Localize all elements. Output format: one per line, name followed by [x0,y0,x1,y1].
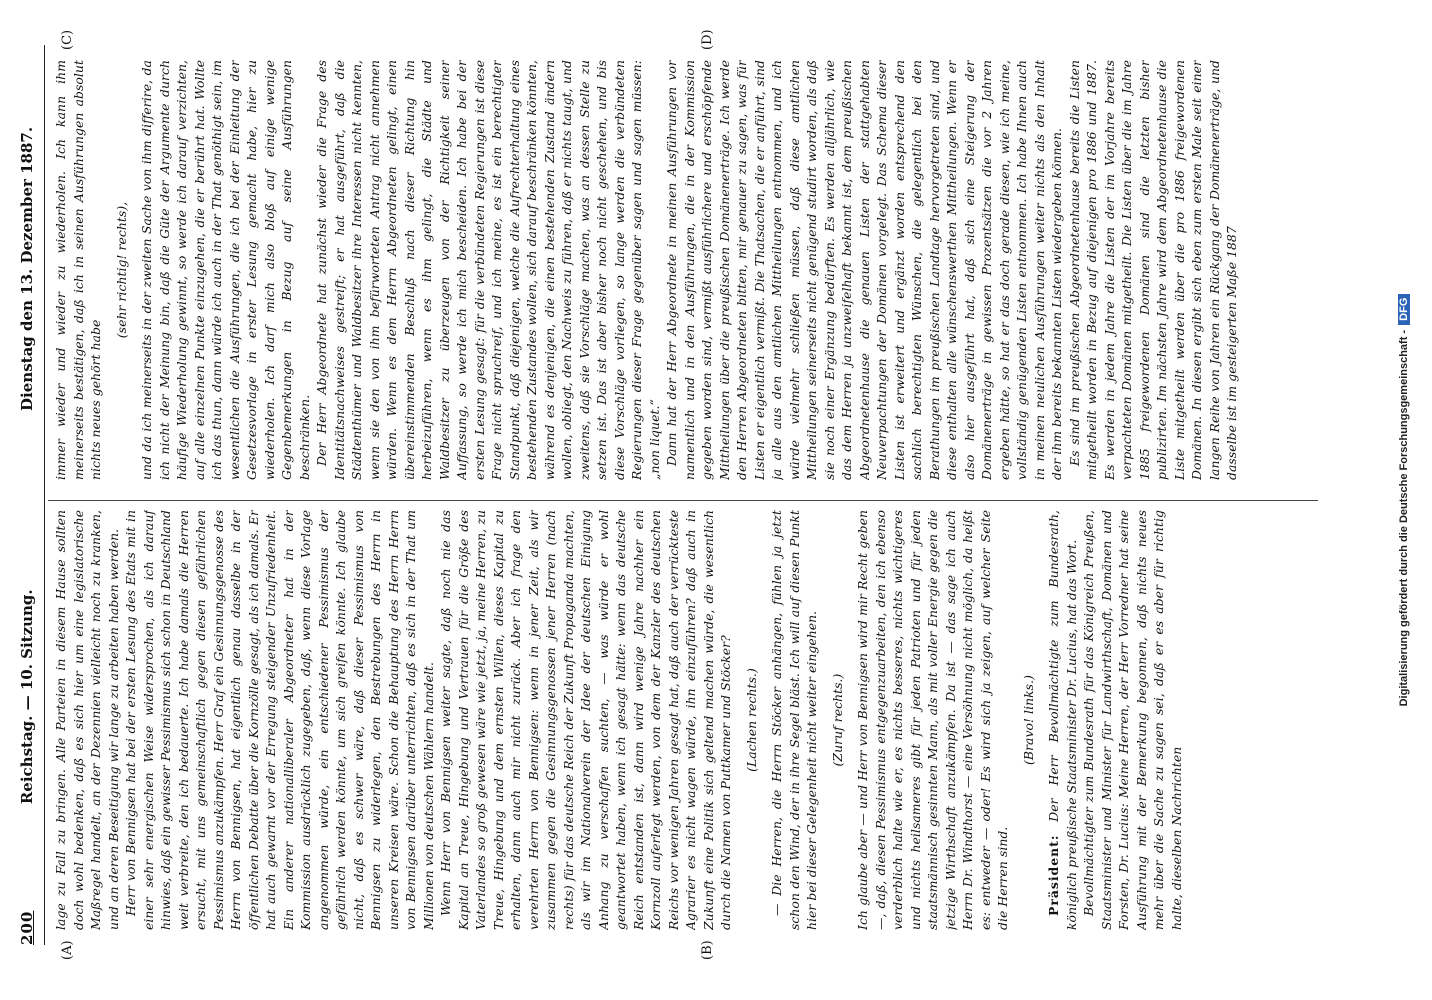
header-left-title: Reichstag. — 10. Sitzung. [18,589,36,805]
left-column-paragraph: Bevollmächtigter zum Bundesrath für das Königreich Preußen, Staatsminister und Minister für Landwirthschaft, Domänen und Forsten, Dr. Lucius: Meine Herren, der Herr Vorredner hat seine Ausführung mit der Bemerkung begonnen, daß nichts neues mehr über die Sache zu sagen sei, daß er es aber für richtig halte, dieselben Nachrichten [1081,510,1184,930]
margin-mark-b: (B) [700,940,715,960]
left-column-paragraph: Wenn Herr von Bennigsen weiter sagte, daß noch nie das Kapital an Treue, Hingebung und Vertrauen für die Größe des Vaterlandes so groß gewesen wäre wie jetzt, ja, meine Herren, zu Treue, Hingebung und dem ernsten Willen, dieses Kapital zu erhalten, dann auch mir nicht zurück. Aber ich frage den verehrten Herrn von Bennigsen: wenn in jener Zeit, als wir zusammen gegen die Gesinnungsgenossen jener Herren (nach rechts) für das deutsche Reich der Zukunft Propaganda machten, als wir im Nationalverein der Idee der deutschen Einigung Anhang zu verschaffen suchten, — was würde er wohl geantwortet haben, wenn ich gesagt hätte: wenn das deutsche Reich entstanden ist, dann wird wenige Jahre nachher ein Kornzoll auferlegt werden, von dem der Kanzler des deutschen Reichs vor wenigen Jahren gesagt hat, daß auch der verrückteste Agrarier es nicht wagen würde, ihn einzuführen? daß auch in Zukunft eine Politik sich geltend machen würde, die wesentlich durch die Namen von Puttkamer und Stöcker? [438,510,733,930]
right-column-paragraph: Dann hat der Herr Abgeordnete in meinen Ausführungen vor namentlich und in den Ausführungen, die in der Kommission gegeben worden sind, vermißt ausführlichere und erschöpfende Mittheilungen über die preußischen Domänenerträge. Ich werde den Herren Abgeordneten bitten, mir genauer zu sagen, was für Listen er eigentlich vermißt. Die Thatsachen, die er anführt, sind ja alle aus den amtlichen Mittheilungen entnommen, und ich würde vielmehr schließen müssen, daß diese amtlichen Mittheilungen seinerseits nicht genügend studirt worden, als daß sie noch einer Ergänzung bedürften. Es werden alljährlich, wie das dem Herren ja unzweifelhaft bekannt ist, dem preußischen Abgeordnetenhause die genauen Listen der stattgehabten Neuverpachtungen der Domänen vorgelegt. Das Schema dieser Listen ist erweitert und ergänzt worden entsprechend den sachlich berechtigten Wünschen, die gelegentlich bei den Berathungen im preußischen Landtage hervorgetreten sind, und diese enthalten alle wünschenswerthen Mittheilungen. Wenn er also hier ausgeführt hat, daß sich eine Steigerung der Domänenerträge in gewissen Prozentsätzen die vor 2 Jahren ergeben hätte, so hat er das doch gerade diesen, wie ich meine, vollständig genügenden Listen entnommen. Ich habe Ihnen auch in meinen neulichen Ausführungen weiter nichts als den Inhalt der ihm bereits bekannten Listen wiedergeben können. [664,60,1064,480]
right-column-paragraph: und da ich meinerseits in der zweiten Sache von ihm differire, da ich nicht der Meinung bin, daß die Güte der Argumente durch häufige Wiederholung gewinnt, so werde ich darauf verzichten, auf alle einzelnen Punkte einzugehen, die er berührt hat. Wollte ich das thun, dann würde ich auch in der That genöthigt sein, im wesentlichen die Ausführungen, die ich bei der Einleitung der Gesetzesvorlage in erster Lesung gemacht habe, hier zu wiederholen. Ich darf mich also bloß auf einige wenige Gegenbemerkungen in Bezug auf seine Ausführungen beschränken. [139,60,312,480]
header-rule [44,45,45,945]
margin-mark-c: (C) [60,29,75,50]
text-column-left [52,510,1302,930]
header-right-title: Dienstag den 13. Dezember 1887. [18,126,36,411]
footer-text: Digitalisierung gefördert durch die Deutsche Forschungsgemeinschaft - [1398,329,1410,707]
digitization-footer [1398,0,1410,1000]
left-column-paragraph: Präsident: Der Herr Bevollmächtigte zum Bundesrath, königlich preußische Staatsminister Dr. Lucius, hat das Wort. [1046,510,1079,930]
left-column-paragraph: Ich glaube aber — und Herr von Bennigsen wird mir Recht geben —, daß, diesen Pessimismus entgegenzuarbeiten, den ich ebenso verderblich halte wie er, es nichts besseres, nichts wichtigeres und nichts heilsameres gibt für jeden Patrioten und für jeden staatsmännisch gesinnten Mann, als mit voller Energie gegen die jetzige Wirthschaft anzukämpfen. Da ist — das sage ich auch Herrn Dr. Windthorst — eine Versöhnung nicht möglich, da heißt es: entweder — oder! Es wird sich ja zeigen, auf welcher Seite die Herren sind. [855,510,1010,930]
left-column-paragraph: lage zu Fall zu bringen. Alle Parteien in diesem Hause sollten doch wohl bedenken, daß es sich hier um eine legislatorische Maßregel handelt, an der Dezennien vielleicht noch zu kranken, und an deren Beseitigung wir lange zu arbeiten haben werden. [53,510,121,930]
running-header [18,55,40,945]
right-column-paragraph: immer wieder und wieder zu wiederholen. Ich kann ihm meinerseits bestätigen, daß ich in seinen Ausführungen absolut nichts neues gehört habe [53,60,103,480]
left-column-paragraph: (Lachen rechts.) [743,668,759,772]
left-column-paragraph: — Die Herren, die Herrn Stöcker anhängen, fühlen ja jetzt schon den Wind, der in ihre Segel bläst. Ich will auf diesen Punkt hier bei dieser Gelegenheit nicht weiter eingehen. [769,510,819,930]
left-column-paragraph: Herr von Bennigsen hat bei der ersten Lesung des Etats mit in einer sehr energischen Weise widersprochen, als ich darauf hinwies, daß ein gewisser Pessimismus sich schon in Deutschland weit verbreite, den ich bedauerte. Ich habe damals die Herren ersucht, mit uns gemeinschaftlich gegen diesen gefährlichen Pessimismus anzukämpfen. Herr Graf ein Gesinnungsgenosse des Herrn von Bennigsen, hat eigentlich genau dasselbe in der öffentlichen Debatte über die Kornzölle gesagt, als ich damals. Er hat auch gewarnt vor der Erregung steigender Unzufriedenheit. Ein anderer nationalliberaler Abgeordneter hat in der Kommission ausdrücklich zugegeben, daß, wenn diese Vorlage angenommen würde, ein entschiedener Pessimismus der gefährlich werden könnte, um sich greifen könnte. Ich glaube nicht, daß es schwer wäre, daß dieser Pessimismus von Bennigsen zu widerlegen, den Bestrebungen des Herrn in unseren Kreisen wäre. Schon die Behauptung des Herrn Herrn von Bennigsen darüber unterrichten, daß es sich in der That um Millionen von deutschen Wählern handelt. [123,510,436,930]
dfg-logo: DFG [1398,294,1410,325]
right-column-paragraph: Der Herr Abgeordnete hat zunächst wieder die Frage des Identitätsnachweises gestreift; er hat ausgeführt, daß die Städtenthümer und Waldbesitzer ihre Interessen nicht kennten, wenn sie den von ihm befürworteten Antrag nicht annehmen würden. Wenn es dem Herrn Abgeordneten gelingt, einen übereinstimmenden Beschluß nach dieser Richtung hin herbeizuführen, wenn es ihm gelingt, die Städte und Waldbesitzer zu überzeugen von der Richtigkeit seiner Auffassung, so werde ich mich bescheiden. Ich habe bei der ersten Lesung gesagt: für die verbündeten Regierungen ist diese Frage nicht spruchreif, und ich meine, es ist ein berechtigter Standpunkt, daß diejenigen, welche die Aufrechterhaltung eines bestehenden Zustandes wollen, sich darauf beschränken könnten, während es denjenigen, die einen bestehenden Zustand ändern wollen, obliegt, den Nachweis zu führen, daß er nichts taugt, und zweitens, daß sie Vorschläge machen, was an dessen Stelle zu setzen ist. Das ist aber bisher noch nicht geschehen, und bis diese Vorschläge vorliegen, so lange werden die verbündeten Regierungen dieser Frage gegenüber sagen und sagen müssen: „non liquet.“ [314,60,662,480]
margin-mark-d: (D) [700,29,715,50]
right-column-paragraph: Es sind im preußischen Abgeordnetenhause bereits die Listen mitgetheilt worden in Bezug auf diejenigen pro 1886 und 1887. Es werden in jedem Jahre die Listen der im Vorjahre bereits verpachteten Domänen mitgetheilt. Die Listen über die im Jahre 1885 freigewordenen Domänen sind die letzten bisher publizirten. Im nächsten Jahre wird dem Abgeordnetenhause die Liste mitgetheilt werden über die pro 1886 freigewordenen Domänen. In diesen ergibt sich eben zum ersten Male seit einer langen Reihe von Jahren ein Rückgang der Domänenerträge, und dasselbe ist im gesteigerten Maße 1887 [1066,60,1239,480]
column-divider [48,500,1318,501]
margin-mark-a: (A) [60,940,75,960]
right-column-paragraph: (sehr richtig! rechts), [113,201,129,339]
left-column-paragraph: (Bravo! links.) [1020,675,1036,765]
text-column-right [52,60,1302,480]
page-number: 200 [18,910,36,945]
speaker-name: Präsident: [1046,834,1061,916]
left-column-paragraph: (Zuruf rechts.) [829,673,845,767]
